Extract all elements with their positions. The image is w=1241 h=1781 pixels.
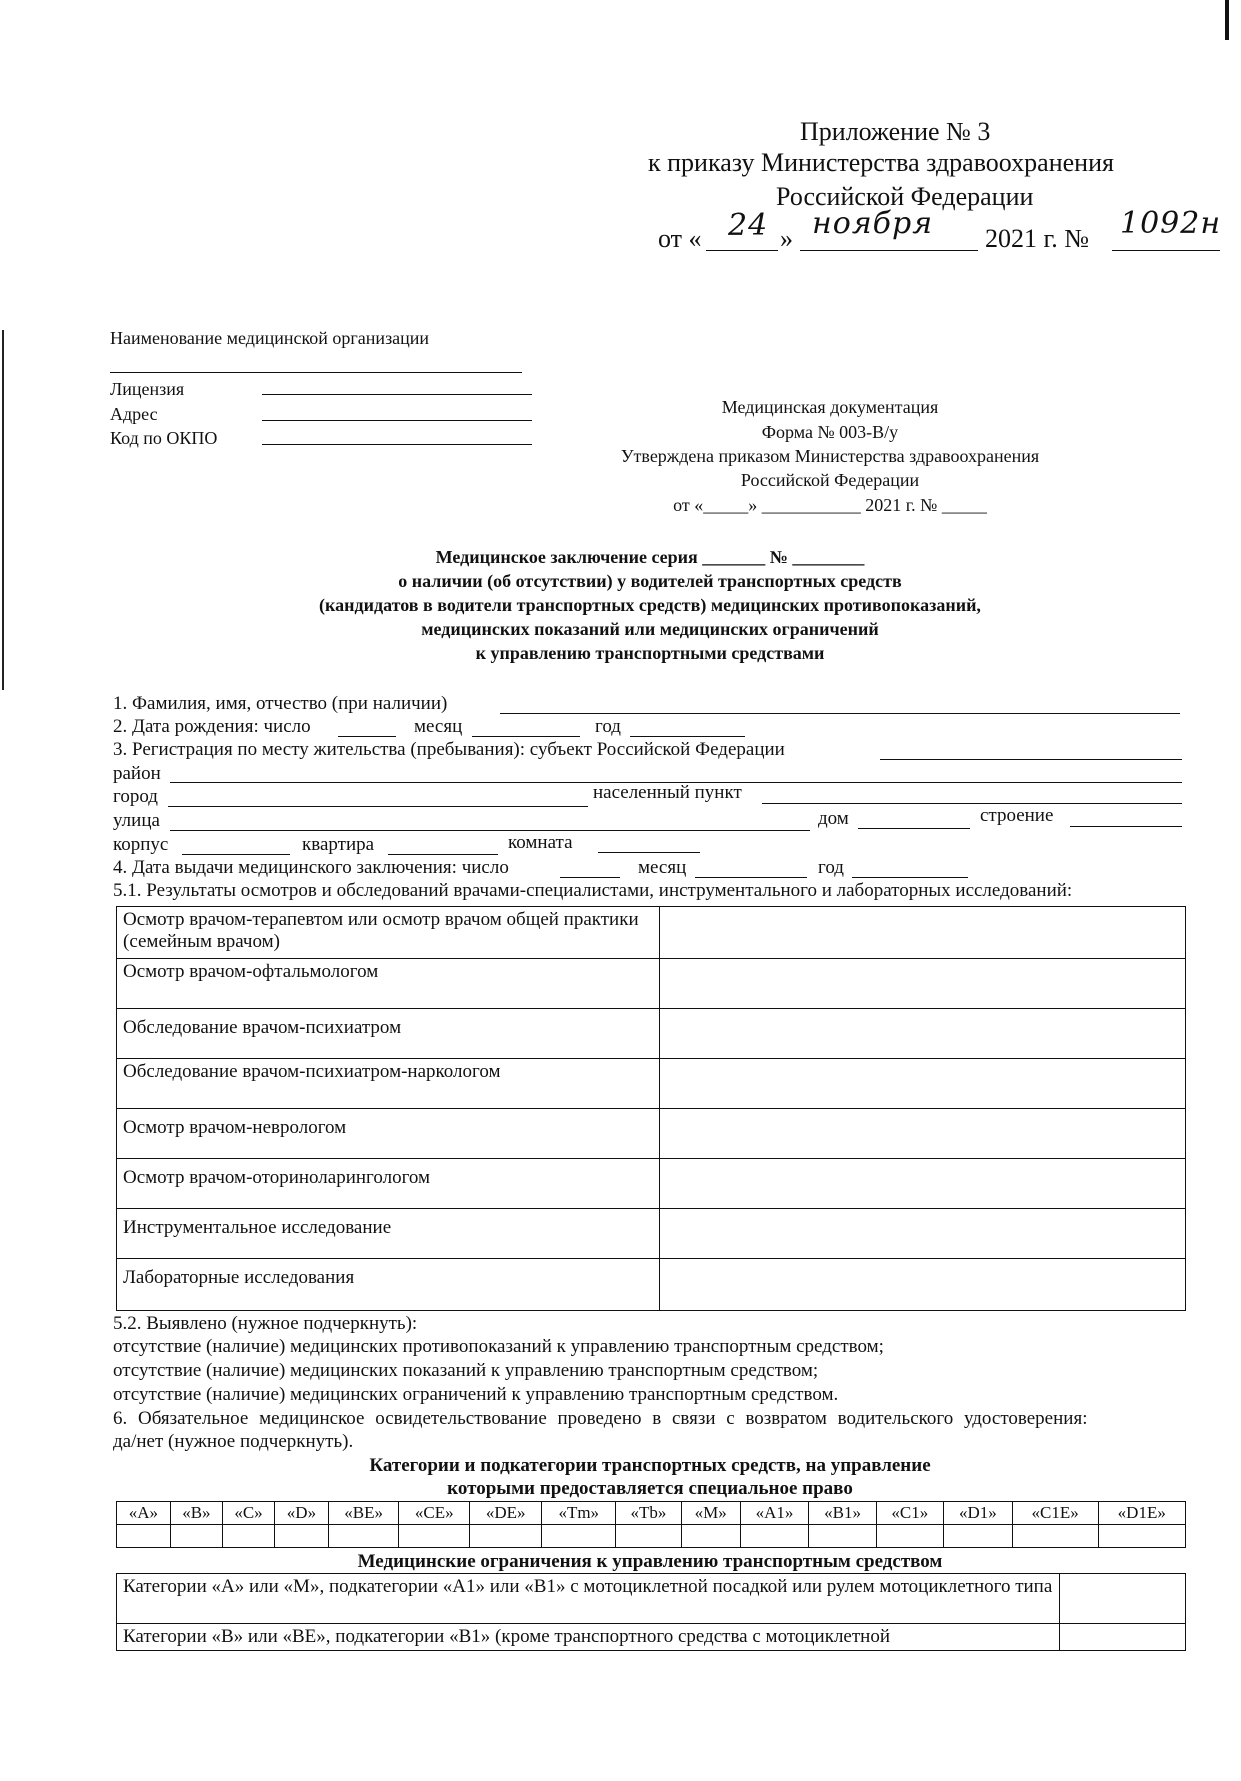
category-value-cell[interactable] <box>876 1525 943 1548</box>
exam-row <box>117 1209 1186 1259</box>
address-field[interactable] <box>262 420 532 421</box>
field-settlement[interactable] <box>762 803 1182 804</box>
field-settlement-label: населенный пункт <box>593 782 742 803</box>
category-value-cell[interactable] <box>542 1525 616 1548</box>
exam-label: Осмотр врачом-оториноларингологом <box>117 1159 660 1209</box>
categories-header-row <box>117 1502 1186 1525</box>
category-value-cell[interactable] <box>399 1525 470 1548</box>
date-day: 24 <box>728 208 769 243</box>
appendix-order: к приказу Министерства здравоохранения <box>648 148 1114 177</box>
category-value-cell[interactable] <box>740 1525 809 1548</box>
date-prefix: от « <box>658 224 702 253</box>
exam-table <box>116 906 1186 1311</box>
field-birth-year-label: год <box>595 716 621 737</box>
limits-row <box>117 1624 1186 1651</box>
exam-row <box>117 907 1186 959</box>
exam-result-cell[interactable] <box>660 1259 1186 1311</box>
doc-info-4: Российской Федерации <box>740 470 920 490</box>
exam-result-cell[interactable] <box>660 1109 1186 1159</box>
limits-mark-cell[interactable] <box>1060 1574 1186 1624</box>
category-cell: «C1E» <box>1012 1502 1098 1525</box>
date-month: ноября <box>812 206 934 241</box>
title-line-4: медицинских показаний или медицинских ограничений <box>421 619 879 639</box>
exam-result-cell[interactable] <box>660 1159 1186 1209</box>
exam-result-cell[interactable] <box>660 1009 1186 1059</box>
exam-label: Инструментальное исследование <box>117 1209 660 1259</box>
exam-row <box>117 1259 1186 1311</box>
limits-row <box>117 1574 1186 1624</box>
category-value-cell[interactable] <box>222 1525 274 1548</box>
field-issue-date-label: 4. Дата выдачи медицинского заключения: число <box>113 857 509 878</box>
category-cell: «M» <box>681 1502 740 1525</box>
order-number: 1092н <box>1120 206 1222 241</box>
exam-result-cell[interactable] <box>660 907 1186 959</box>
categories-table <box>116 1501 1186 1548</box>
exam-row <box>117 1009 1186 1059</box>
field-street[interactable] <box>170 830 810 831</box>
category-cell: «B1» <box>809 1502 876 1525</box>
field-district-label: район <box>113 763 161 784</box>
category-cell: «C1» <box>876 1502 943 1525</box>
category-value-cell[interactable] <box>681 1525 740 1548</box>
category-cell: «A» <box>117 1502 171 1525</box>
field-issue-month-label: месяц <box>638 857 687 878</box>
doc-info-2: Форма № 003-В/у <box>761 422 899 442</box>
field-issue-month[interactable] <box>695 877 807 878</box>
appendix-federation: Российской Федерации <box>776 182 1034 211</box>
field-registration-label: 3. Регистрация по месту жительства (пребывания): субъект Российской Федерации <box>113 739 785 760</box>
category-cell: «D1E» <box>1098 1502 1185 1525</box>
exam-label: Осмотр врачом-неврологом <box>117 1109 660 1159</box>
field-issue-year[interactable] <box>852 877 968 878</box>
exam-label: Лабораторные исследования <box>117 1259 660 1311</box>
month-underline <box>800 250 978 251</box>
field-city-label: город <box>113 786 158 807</box>
categories-title-1: Категории и подкатегории транспортных средств, на управление <box>369 1455 931 1476</box>
doc-info-1: Медицинская документация <box>721 397 939 417</box>
title-line-5: к управлению транспортными средствами <box>475 643 825 663</box>
date-year: 2021 г. № <box>985 224 1090 253</box>
categories-value-row <box>117 1525 1186 1548</box>
field-house-label: дом <box>818 808 849 829</box>
exam-row <box>117 1109 1186 1159</box>
section-6-line-2[interactable]: да/нет (нужное подчеркнуть). <box>113 1431 354 1452</box>
category-value-cell[interactable] <box>117 1525 171 1548</box>
field-fullname[interactable] <box>500 713 1180 714</box>
field-issue-day[interactable] <box>560 877 620 878</box>
limits-label: Категории «В» или «ВЕ», подкатегории «В1» (кроме транспортного средства с мотоциклетной <box>117 1624 1060 1651</box>
section-52-line-1[interactable]: отсутствие (наличие) медицинских противопоказаний к управлению транспортным средством; <box>113 1336 884 1357</box>
category-value-cell[interactable] <box>809 1525 876 1548</box>
org-name-label: Наименование медицинской организации <box>110 328 430 348</box>
doc-info-5: от «_____» ___________ 2021 г. № _____ <box>673 495 987 515</box>
appendix-title: Приложение № 3 <box>800 117 991 146</box>
field-fullname-label: 1. Фамилия, имя, отчество (при наличии) <box>113 693 448 714</box>
field-birth-month[interactable] <box>472 736 580 737</box>
exam-row <box>117 959 1186 1009</box>
doc-info-3: Утверждена приказом Министерства здравоохранения <box>620 446 1040 466</box>
section-52-line-2[interactable]: отсутствие (наличие) медицинских показаний к управлению транспортным средством; <box>113 1360 819 1381</box>
limits-mark-cell[interactable] <box>1060 1624 1186 1651</box>
field-building-label: строение <box>980 805 1054 826</box>
category-cell: «Tm» <box>542 1502 616 1525</box>
field-house[interactable] <box>858 828 970 829</box>
categories-title-2: которыми предоставляется специальное право <box>447 1478 853 1499</box>
field-korpus[interactable] <box>182 854 290 855</box>
limits-table <box>116 1573 1186 1651</box>
category-value-cell[interactable] <box>170 1525 222 1548</box>
title-line-2: о наличии (об отсутствии) у водителей транспортных средств <box>398 571 902 591</box>
scan-edge <box>2 330 4 690</box>
corner-mark <box>1225 0 1229 40</box>
okpo-field[interactable] <box>262 444 532 445</box>
exam-row <box>117 1159 1186 1209</box>
category-cell: «BE» <box>328 1502 399 1525</box>
section-52-line-3[interactable]: отсутствие (наличие) медицинских ограничений к управлению транспортным средством. <box>113 1384 839 1405</box>
field-city[interactable] <box>168 806 588 807</box>
section-6-line-1: 6. Обязательное медицинское освидетельствование проведено в связи с возвратом водительского удостоверения: <box>113 1408 1088 1429</box>
category-value-cell[interactable] <box>275 1525 329 1548</box>
category-cell: «B» <box>170 1502 222 1525</box>
category-value-cell[interactable] <box>616 1525 682 1548</box>
section-51-label: 5.1. Результаты осмотров и обследований врачами-специалистами, инструментального и лабораторных исследований: <box>113 880 1073 901</box>
license-label: Лицензия <box>110 379 185 399</box>
category-cell: «D1» <box>943 1502 1012 1525</box>
field-birth-year[interactable] <box>630 736 745 737</box>
title-line-1: Медицинское заключение серия _______ № ________ <box>435 547 865 567</box>
field-street-label: улица <box>113 810 160 831</box>
field-apartment-label: квартира <box>302 834 375 855</box>
category-cell: «A1» <box>740 1502 809 1525</box>
license-field[interactable] <box>262 394 532 395</box>
field-birth-month-label: месяц <box>414 716 463 737</box>
category-value-cell[interactable] <box>1098 1525 1185 1548</box>
exam-label: Обследование врачом-психиатром <box>117 1009 660 1059</box>
field-room-label: комната <box>508 832 573 853</box>
field-building[interactable] <box>1070 826 1182 827</box>
category-value-cell[interactable] <box>1012 1525 1098 1548</box>
field-region[interactable] <box>880 759 1182 760</box>
exam-result-cell[interactable] <box>660 1059 1186 1109</box>
field-room[interactable] <box>598 852 700 853</box>
limits-label: Категории «А» или «М», подкатегории «А1» или «В1» с мотоциклетной посадкой или рулем мотоциклетного типа <box>117 1574 1060 1624</box>
okpo-label: Код по ОКПО <box>110 428 218 448</box>
exam-result-cell[interactable] <box>660 1209 1186 1259</box>
exam-label: Осмотр врачом-офтальмологом <box>117 959 660 1009</box>
field-korpus-label: корпус <box>113 834 169 855</box>
date-quote: » <box>780 224 793 253</box>
field-issue-year-label: год <box>818 857 844 878</box>
number-underline <box>1112 250 1220 251</box>
category-cell: «D» <box>275 1502 329 1525</box>
category-value-cell[interactable] <box>470 1525 542 1548</box>
category-cell: «C» <box>222 1502 274 1525</box>
address-label: Адрес <box>110 404 158 424</box>
exam-row <box>117 1059 1186 1109</box>
field-birth-label: 2. Дата рождения: число <box>113 716 311 737</box>
category-cell: «Tb» <box>616 1502 682 1525</box>
section-52-head: 5.2. Выявлено (нужное подчеркнуть): <box>113 1313 418 1334</box>
day-underline <box>706 250 778 251</box>
title-line-3: (кандидатов в водители транспортных средств) медицинских противопоказаний, <box>319 595 981 615</box>
category-value-cell[interactable] <box>943 1525 1012 1548</box>
field-apartment[interactable] <box>388 854 498 855</box>
field-birth-day[interactable] <box>338 736 396 737</box>
exam-label: Обследование врачом-психиатром-наркологом <box>117 1059 660 1109</box>
org-name-field[interactable] <box>110 372 522 373</box>
limits-title: Медицинские ограничения к управлению транспортным средством <box>357 1551 943 1572</box>
category-cell: «CE» <box>399 1502 470 1525</box>
exam-label: Осмотр врачом-терапевтом или осмотр врачом общей практики (семейным врачом) <box>117 907 660 959</box>
exam-result-cell[interactable] <box>660 959 1186 1009</box>
category-cell: «DE» <box>470 1502 542 1525</box>
category-value-cell[interactable] <box>328 1525 399 1548</box>
